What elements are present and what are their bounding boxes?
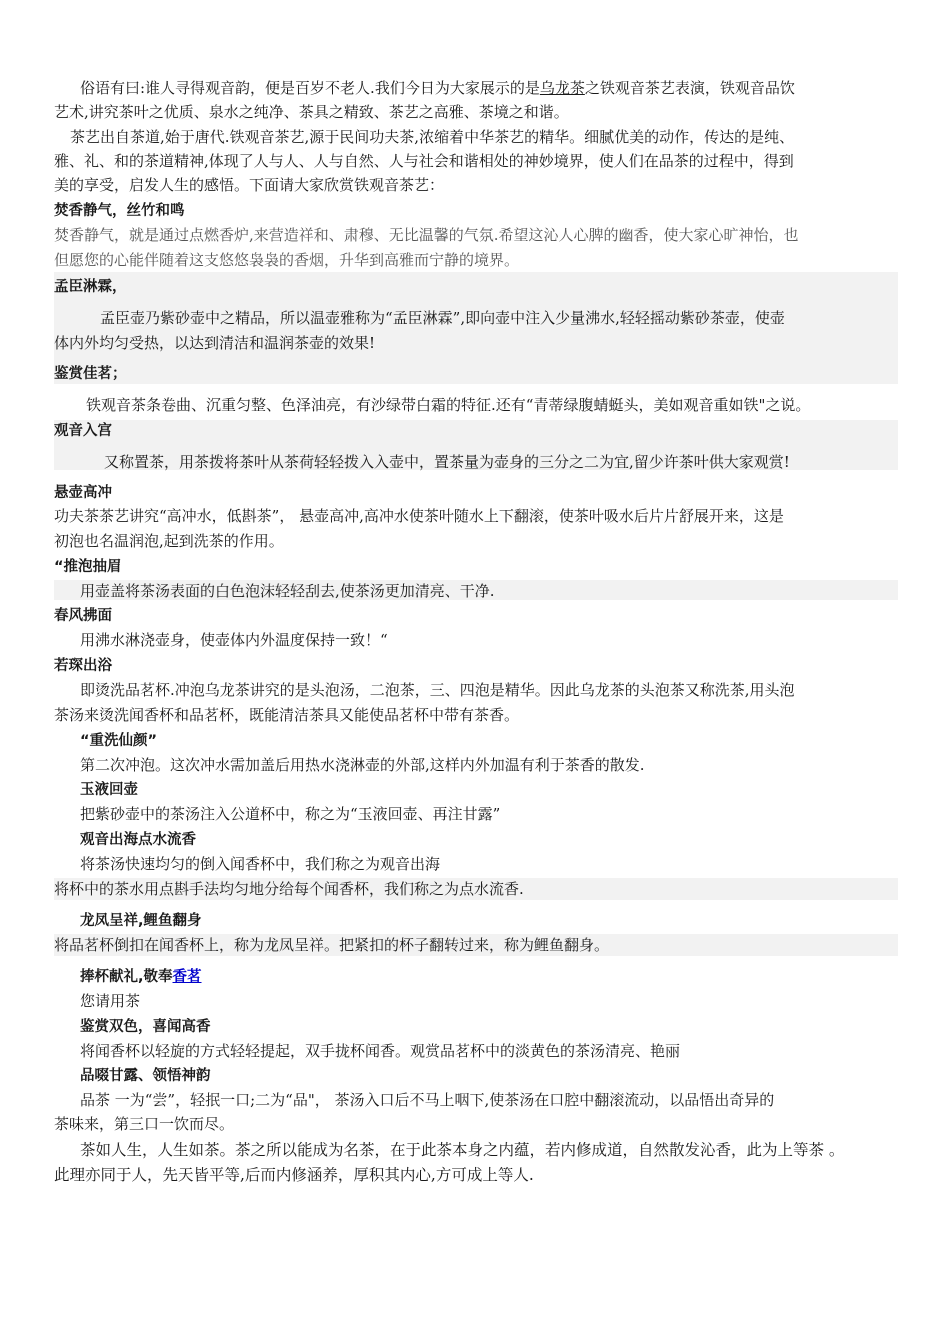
- section-heading: 龙凤呈祥,鲤鱼翻身: [80, 913, 202, 929]
- section-text: 品茶 一为“尝”，轻抿一口;二为“品"， 茶汤入口后不马上咽下,使茶汤在口腔中翻滚流动，以品悟出奇异的: [80, 1091, 775, 1109]
- intro-text: 俗语有曰:谁人寻得观音韵，便是百岁不老人.我们今日为大家展示的是: [80, 79, 540, 97]
- section-text: 功夫茶茶艺讲究“高冲水，低斟茶”， 悬壶高冲,高冲水使茶叶随水上下翻滚，使茶叶吸水后片片舒展开来，这是: [54, 507, 784, 525]
- section-text: 第二次冲泡。这次冲水需加盖后用热水浇淋壶的外部,这样内外加温有利于茶香的散发.: [80, 756, 645, 774]
- section-text: 用沸水淋浇壶身，使壶体内外温度保持一致！“: [80, 631, 388, 649]
- section-text: 孟臣壶乃紫砂壶中之精品，所以温壶雅称为“孟臣淋霖”,即向壶中注入少量沸水,轻轻摇动紫砂茶壶，使壶: [100, 309, 785, 327]
- section-text: 将品茗杯倒扣在闻香杯上，称为龙凤呈祥。把紧扣的杯子翻转过来，称为鲤鱼翻身。: [54, 936, 610, 954]
- section-heading: 焚香静气，丝竹和鸣: [54, 203, 185, 219]
- section-heading: 鉴赏双色，喜闻高香: [80, 1019, 211, 1035]
- intro-line: 茶艺出自茶道,始于唐代.铁观音茶艺,源于民间功夫茶,浓缩着中华茶艺的精华。细腻优美的动作，传达的是纯、: [70, 128, 795, 146]
- intro-line: 雅、礼、和的茶道精神,体现了人与人、人与自然、人与社会和谐相处的神妙境界，使人们在品茶的过程中，得到: [54, 152, 794, 170]
- oolong-link[interactable]: 乌龙茶: [539, 79, 585, 97]
- intro-text: 之铁观音茶艺表演，铁观音品饮: [584, 79, 795, 97]
- section-text: 将杯中的茶水用点斟手法均匀地分给每个闻香杯，我们称之为点水流香.: [54, 880, 524, 898]
- section-text: 把紫砂壶中的茶汤注入公道杯中，称之为“玉液回壶、再注甘露”: [80, 805, 501, 823]
- heading-text: 捧杯献礼,敬奉: [80, 969, 173, 985]
- section-heading: 若琛出浴: [54, 658, 112, 674]
- tea-link[interactable]: 香茗: [172, 969, 202, 985]
- section-heading: [54, 965, 898, 989]
- section-heading: 玉液回壶: [80, 782, 138, 798]
- intro-line: 美的享受，启发人生的感悟。下面请大家欣赏铁观音茶艺：: [54, 176, 445, 194]
- section-text: 铁观音茶条卷曲、沉重匀整、色泽油亮，有沙绿带白霜的特征.还有“青蒂绿腹蜻蜓头，美如观音重如铁"之说。: [86, 396, 811, 414]
- section-text: 茶味来，第三口一饮而尽。: [54, 1115, 235, 1133]
- section-text: 初泡也名温润泡,起到洗茶的作用。: [54, 532, 284, 550]
- section-heading: “推泡抽眉: [54, 559, 122, 575]
- section-heading: 春风拂面: [54, 608, 112, 624]
- section-heading: 观音出海点水流香: [80, 832, 196, 848]
- section-heading: 观音入宫: [54, 423, 112, 439]
- section-heading: 鉴赏佳茗；: [54, 366, 127, 382]
- section-heading: 悬壶高冲: [54, 485, 112, 501]
- section-text: 用壶盖将茶汤表面的白色泡沫轻轻刮去,使茶汤更加清亮、干净.: [80, 582, 495, 600]
- section-heading: 孟臣淋霖，: [54, 279, 127, 295]
- section-text: 即烫洗品茗杯.冲泡乌龙茶讲究的是头泡汤，二泡茶，三、四泡是精华。因此乌龙茶的头泡茶又称洗茶,用头泡: [80, 681, 795, 699]
- intro-line: [54, 76, 898, 100]
- section-text: 又称置茶，用茶拨将茶叶从茶荷轻轻拨入入壶中，置茶量为壶身的三分之二为宜,留少许茶叶供大家观赏!: [104, 453, 790, 471]
- section-text: 将闻香杯以轻旋的方式轻轻提起，双手拢杯闻香。观赏品茗杯中的淡黄色的茶汤清亮、艳丽: [80, 1042, 681, 1060]
- section-text: 您请用茶: [80, 992, 141, 1010]
- outro-line: 茶如人生，人生如茶。茶之所以能成为名茶，在于此茶本身之内蕴，若内修成道，自然散发沁香，此为上等茶 。: [80, 1141, 845, 1159]
- section-text: 体内外均匀受热，以达到清洁和温润茶壶的效果!: [54, 334, 376, 352]
- section-text: 但愿您的心能伴随着这支悠悠袅袅的香烟，升华到高雅而宁静的境界。: [54, 251, 520, 269]
- section-text: 茶汤来烫洗闻香杯和品茗杯，既能清洁茶具又能使品茗杯中带有茶香。: [54, 706, 520, 724]
- intro-line: 艺术,讲究茶叶之优质、泉水之纯净、茶具之精致、茶艺之高雅、茶境之和谐。: [54, 103, 569, 121]
- section-text: 焚香静气，就是通过点燃香炉,来营造祥和、肃穆、无比温馨的气氛.希望这沁人心脾的幽香，使大家心旷神怡，也: [54, 226, 799, 244]
- section-text: 将茶汤快速均匀的倒入闻香杯中，我们称之为观音出海: [80, 855, 441, 873]
- section-heading: “重洗仙颜”: [80, 733, 158, 749]
- outro-line: 此理亦同于人，先天皆平等,后而内修涵养，厚积其内心,方可成上等人.: [54, 1166, 534, 1184]
- section-heading: 品啜甘露、领悟神韵: [80, 1068, 211, 1084]
